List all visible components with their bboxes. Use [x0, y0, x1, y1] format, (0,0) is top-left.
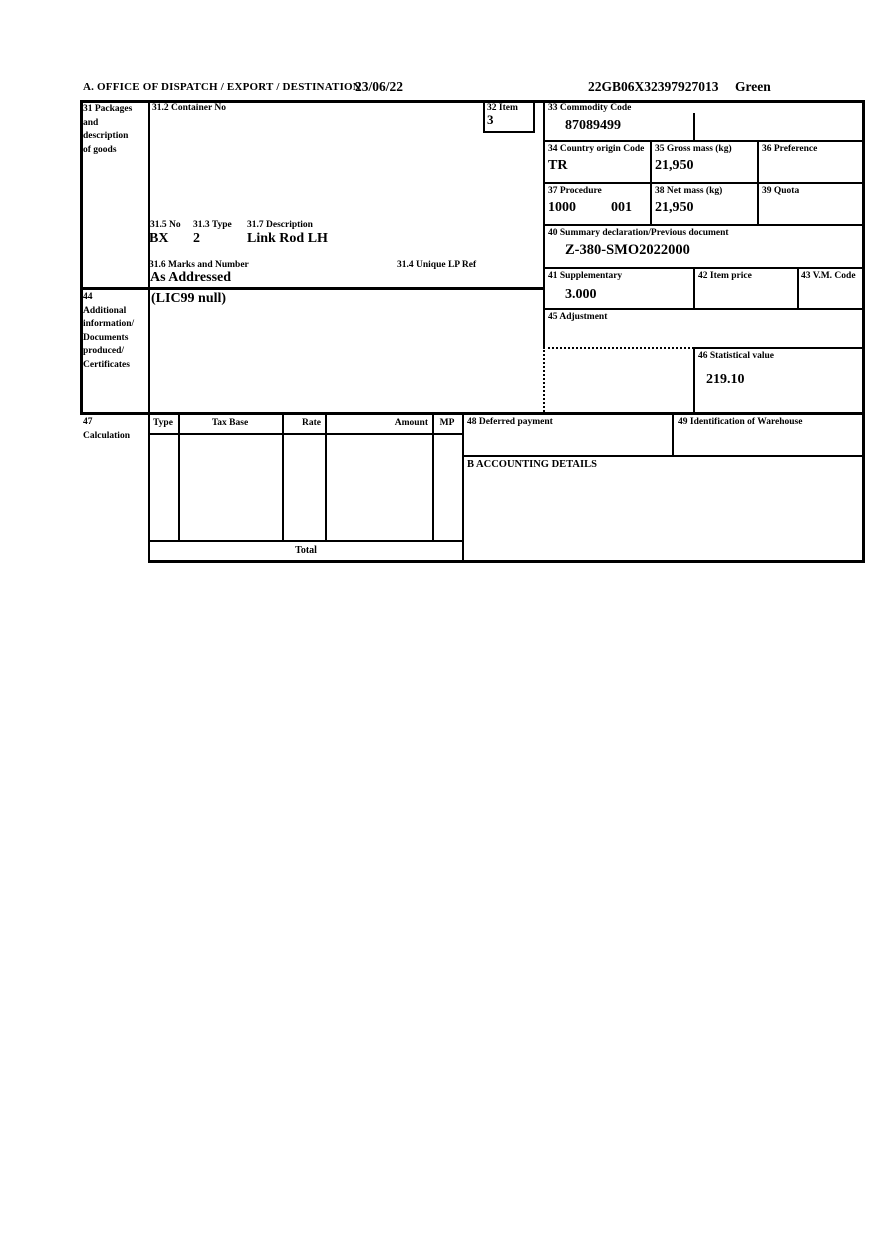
calc-table-header-bottom-line [148, 433, 464, 435]
box44-label-line2: Additional [83, 305, 127, 316]
box41-supplementary-value: 3.000 [565, 287, 597, 302]
box37-row-bottom-line [543, 224, 865, 226]
box33-bottom-line [543, 140, 865, 142]
box41-row-bottom-line [543, 308, 865, 310]
movement-reference-number: 22GB06X32397927013 [588, 79, 719, 94]
box31-4-unique-lp-ref-label: 31.4 Unique LP Ref [397, 260, 477, 270]
box44-label-line3: information/ [83, 319, 135, 329]
box44-additional-info-value: (LIC99 null) [151, 291, 227, 306]
box31-label-line2: and [83, 117, 99, 128]
calc-table-right-line [462, 412, 464, 560]
box32-item-label: 32 Item [487, 103, 518, 113]
box32-left-line [483, 100, 485, 131]
box44-label-line4: Documents [83, 332, 129, 343]
dispatch-date: 23/06/22 [355, 79, 404, 94]
box43-vm-code-label: 43 V.M. Code [801, 271, 856, 281]
box47-label-line2: Calculation [83, 430, 130, 441]
label-column-divider [148, 100, 150, 562]
box47-label [83, 416, 147, 443]
calc-col-type-right-line [178, 412, 180, 540]
routing-status: Green [735, 79, 771, 94]
calc-header-rate: Rate [302, 418, 321, 428]
calc-col-amount-right-line [432, 412, 434, 540]
commodity-code-tick-divider [693, 113, 695, 140]
box40-previous-doc-label: 40 Summary declaration/Previous document [548, 228, 729, 238]
box46-top-line [693, 347, 865, 349]
calc-total-label: Total [295, 545, 317, 556]
calc-header-tax-base: Tax Base [211, 418, 249, 428]
box31-5-no-value: BX [149, 231, 169, 246]
box44-label-line5: produced/ [83, 346, 125, 356]
box31-label-line3: description [83, 131, 129, 141]
box38-net-mass-label: 38 Net mass (kg) [655, 186, 723, 196]
box48-49-divider [672, 412, 674, 455]
box46-statistical-value: 219.10 [706, 372, 745, 387]
box34-row-bottom-line [543, 182, 865, 184]
box35-gross-mass-value: 21,950 [655, 158, 694, 173]
dotted-left-divider [543, 347, 545, 412]
box32-right-line [533, 100, 535, 131]
box31-2-container-label: 31.2 Container No [152, 103, 226, 113]
box40-bottom-line [543, 267, 865, 269]
box46-statistical-value-label: 46 Statistical value [698, 351, 774, 361]
box31-label-line4: of goods [83, 144, 117, 155]
center-column-divider [543, 100, 545, 347]
box41-42-divider [693, 267, 695, 308]
box31-3-type-label: 31.3 Type [193, 220, 232, 230]
box33-commodity-label: 33 Commodity Code [548, 103, 632, 113]
box37-procedure-value2: 001 [611, 200, 632, 215]
box41-supplementary-label: 41 Supplementary [548, 271, 623, 281]
box38-net-mass-value: 21,950 [655, 200, 694, 215]
box48-row-bottom-line [462, 455, 865, 457]
box49-warehouse-label: 49 Identification of Warehouse [678, 417, 803, 427]
box44-bottom-border [80, 412, 865, 415]
box42-item-price-label: 42 Item price [698, 271, 752, 281]
box31-label-line1: 31 Packages [83, 104, 133, 114]
box31-6-marks-value: As Addressed [150, 270, 232, 285]
box31-3-type-value: 2 [193, 231, 200, 246]
box47-label-line1: 47 [83, 417, 93, 427]
box37-procedure-value1: 1000 [548, 200, 576, 215]
box31-label [83, 103, 145, 157]
box31-7-description-label: 31.7 Description [247, 220, 313, 230]
section-b-accounting-details-label: B ACCOUNTING DETAILS [467, 459, 597, 470]
box32-bottom-line [483, 131, 535, 133]
box34-origin-label: 34 Country origin Code [548, 144, 645, 154]
box44-label-line1: 44 [83, 292, 93, 302]
calc-col-taxbase-right-line [282, 412, 284, 540]
box37-procedure-label: 37 Procedure [548, 186, 602, 196]
box45-adjustment-label: 45 Adjustment [548, 312, 608, 322]
box32-item-value: 3 [487, 112, 494, 127]
calc-header-type: Type [153, 418, 173, 428]
box40-previous-doc-value: Z-380-SMO2022000 [565, 242, 690, 258]
box44-label [83, 291, 147, 372]
box31-6-marks-label: 31.6 Marks and Number [149, 260, 249, 270]
box46-left-line [693, 347, 695, 412]
section-a-title: A. OFFICE OF DISPATCH / EXPORT / DESTINATION [83, 81, 361, 93]
calc-table-body-bottom-line [148, 540, 464, 542]
calc-header-amount: Amount [394, 418, 428, 428]
form-bottom-border [148, 560, 865, 563]
box44-label-line6: Certificates [83, 359, 130, 370]
box34-origin-value: TR [548, 158, 568, 173]
box35-36-divider [757, 140, 759, 224]
box39-quota-label: 39 Quota [762, 186, 800, 196]
calc-header-mp: MP [439, 418, 455, 428]
box34-35-divider [650, 140, 652, 224]
box33-commodity-value: 87089499 [565, 118, 621, 133]
box45-dotted-bottom-line [543, 347, 694, 349]
box36-preference-label: 36 Preference [762, 144, 818, 154]
box42-43-divider [797, 267, 799, 308]
calc-col-rate-right-line [325, 412, 327, 540]
box31-5-no-label: 31.5 No [150, 220, 181, 230]
form-right-border [862, 100, 865, 562]
box35-gross-mass-label: 35 Gross mass (kg) [655, 144, 732, 154]
box31-7-description-value: Link Rod LH [247, 231, 328, 246]
box48-deferred-payment-label: 48 Deferred payment [467, 417, 553, 427]
